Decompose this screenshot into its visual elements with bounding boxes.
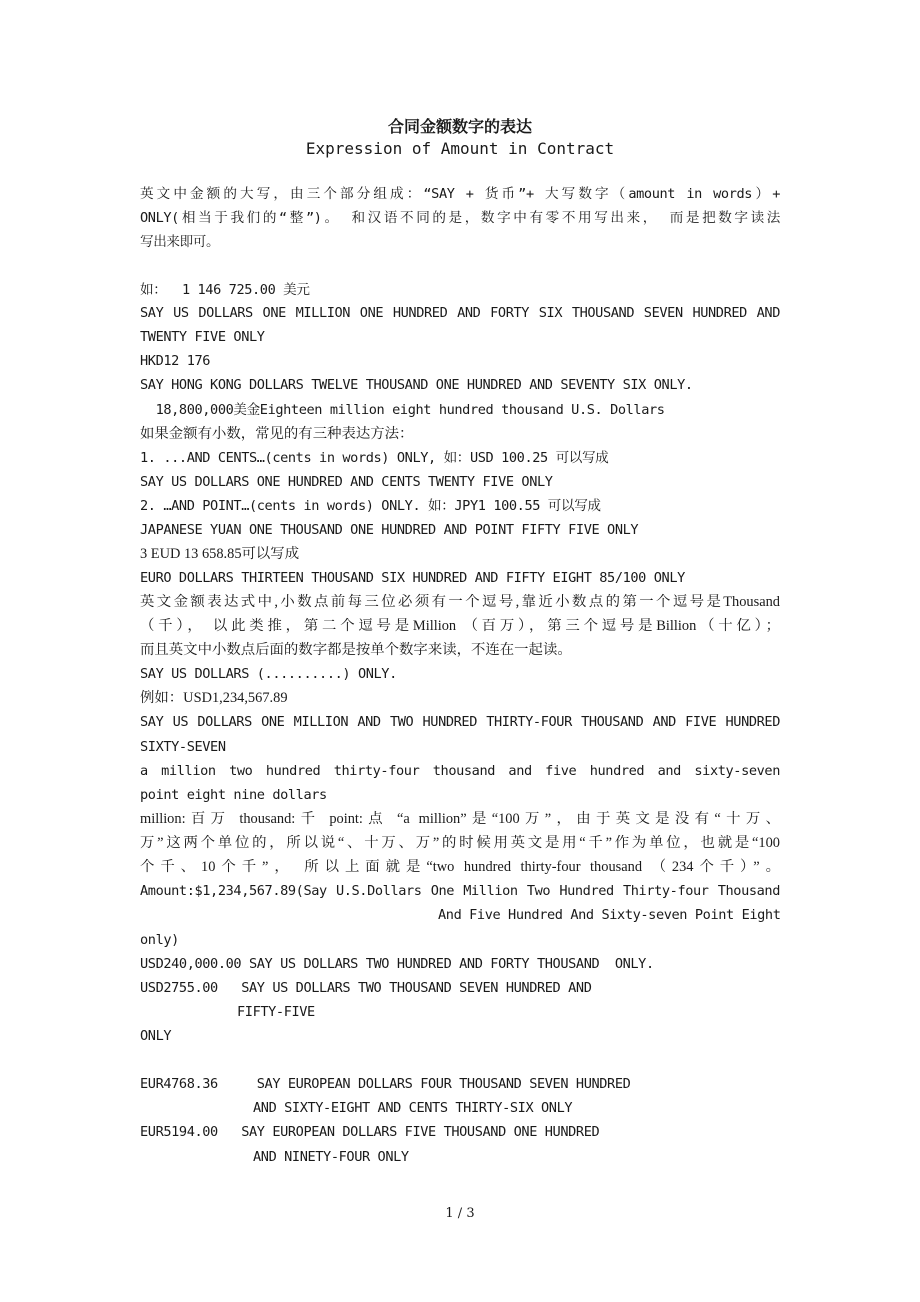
text-line: EUR4768.36 SAY EUROPEAN DOLLARS FOUR THOUSAND SEVEN HUNDRED	[140, 1076, 631, 1092]
text-line: ONLY	[140, 1028, 172, 1044]
text-line: USD2755.00 SAY US DOLLARS TWO THOUSAND SEVEN HUNDRED AND	[140, 980, 592, 996]
text-line: JAPANESE YUAN ONE THOUSAND ONE HUNDRED AND POINT FIFTY FIVE ONLY	[140, 522, 639, 538]
text-line: Amount:$1,234,567.89(Say U.S.Dollars One Million Two Hundred Thirty-four Thousand	[140, 883, 780, 899]
text-line: 如： 1 146 725.00 美元	[140, 282, 310, 298]
text-line: 2. …AND POINT…(cents in words) ONLY. 如：JPY1 100.55 可以写成	[140, 498, 601, 514]
text-line: 如果金额有小数，常见的有三种表达方法：	[140, 426, 414, 442]
text-line: million:百万 thousand:千 point:点 “a million”是“100万”，由于英文是没有“十万、	[140, 811, 780, 827]
text-line: SIXTY-SEVEN	[140, 739, 226, 755]
text-line: And Five Hundred And Sixty-seven Point Eight	[438, 907, 781, 923]
text-line: （千）， 以此类推，第二个逗号是Million （百万），第三个逗号是Billion（十亿）；	[140, 618, 780, 634]
page-number: 1 / 3	[445, 1206, 475, 1221]
title-chinese: 合同金额数字的表达	[387, 117, 532, 136]
text-line: 1. ...AND CENTS…(cents in words) ONLY, 如：USD 100.25 可以写成	[140, 450, 609, 466]
text-line: ONLY(相当于我们的“整”)。 和汉语不同的是，数字中有零不用写出来， 而是把数字读法	[140, 210, 780, 226]
text-line: SAY US DOLLARS ONE MILLION AND TWO HUNDRED THIRTY-FOUR THOUSAND AND FIVE HUNDRED	[140, 714, 780, 730]
text-line: 例如：USD1,234,567.89	[140, 690, 288, 706]
text-line: AND NINETY-FOUR ONLY	[253, 1149, 409, 1165]
text-line: 英文中金额的大写，由三个部分组成：“SAY + 货币”+ 大写数字（amount in words）+	[140, 186, 780, 202]
text-line: SAY US DOLLARS (..........) ONLY.	[140, 666, 397, 682]
text-line: EUR5194.00 SAY EUROPEAN DOLLARS FIVE THOUSAND ONE HUNDRED	[140, 1124, 600, 1140]
text-line: AND SIXTY-EIGHT AND CENTS THIRTY-SIX ONLY	[253, 1100, 573, 1116]
text-line: 3 EUD 13 658.85可以写成	[140, 546, 300, 562]
text-line: only)	[140, 932, 179, 948]
text-line: SAY US DOLLARS ONE HUNDRED AND CENTS TWENTY FIVE ONLY	[140, 474, 553, 490]
text-line: 写出来即可。	[140, 234, 220, 250]
text-line: 18,800,000美金Eighteen million eight hundred thousand U.S. Dollars	[140, 402, 665, 418]
text-line: TWENTY FIVE ONLY	[140, 329, 265, 345]
text-line: 个千、10个千”， 所以上面就是“two hundred thirty-four thousand （234个千）”。	[140, 859, 780, 875]
text-line: point eight nine dollars	[140, 787, 327, 803]
title-english: Expression of Amount in Contract	[305, 139, 615, 158]
text-line: 英文金额表达式中,小数点前每三位必须有一个逗号,靠近小数点的第一个逗号是Thousand	[140, 594, 780, 610]
text-line: a million two hundred thirty-four thousand and five hundred and sixty-seven	[140, 763, 780, 779]
text-line: FIFTY-FIVE	[237, 1004, 315, 1020]
text-line: 万”这两个单位的，所以说“、十万、万”的时候用英文是用“千”作为单位，也就是“100	[140, 835, 780, 851]
text-line: EURO DOLLARS THIRTEEN THOUSAND SIX HUNDRED AND FIFTY EIGHT 85/100 ONLY	[140, 570, 685, 586]
text-line: HKD12 176	[140, 353, 211, 369]
text-line: 而且英文中小数点后面的数字都是按单个数字来读，不连在一起读。	[140, 642, 572, 658]
text-line: SAY US DOLLARS ONE MILLION ONE HUNDRED AND FORTY SIX THOUSAND SEVEN HUNDRED AND	[140, 305, 780, 321]
text-line: SAY HONG KONG DOLLARS TWELVE THOUSAND ONE HUNDRED AND SEVENTY SIX ONLY.	[140, 377, 693, 393]
text-line: USD240,000.00 SAY US DOLLARS TWO HUNDRED AND FORTY THOUSAND ONLY.	[140, 956, 654, 972]
